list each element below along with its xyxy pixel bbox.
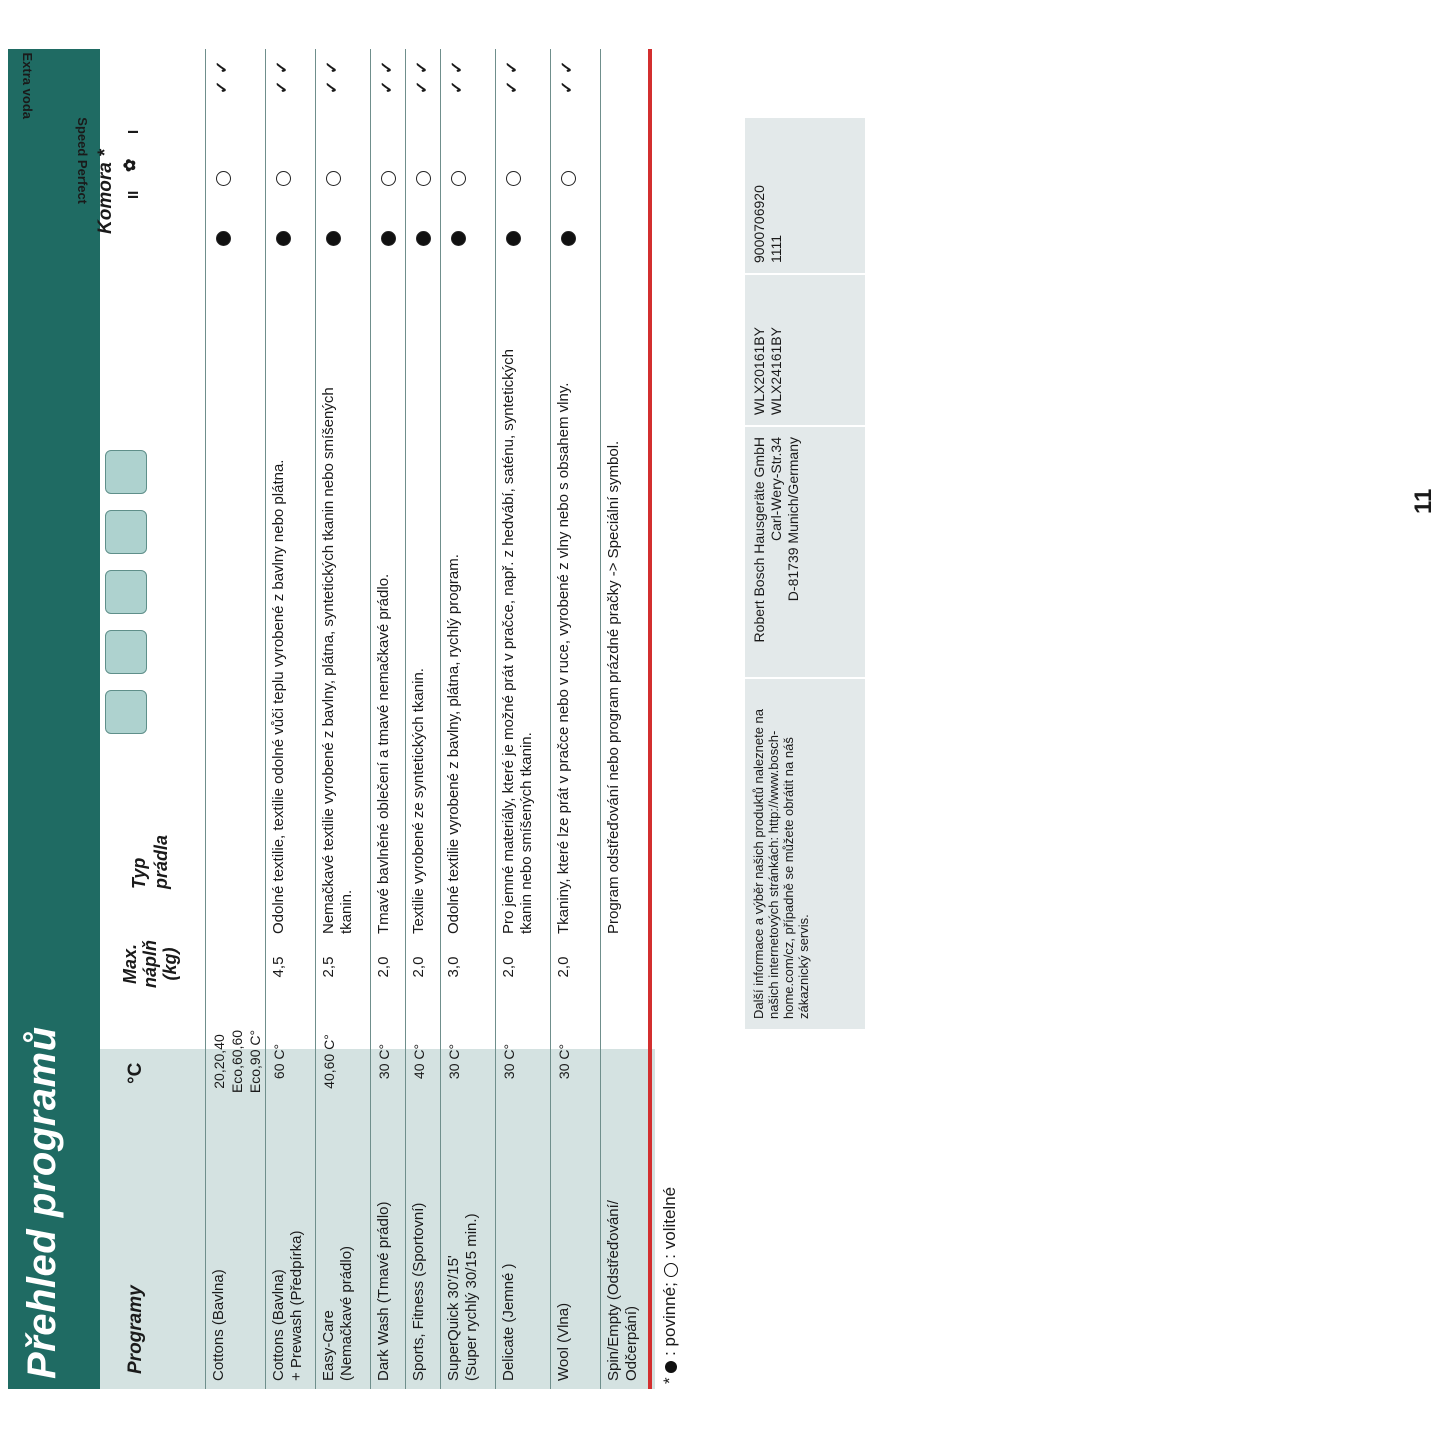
legend-optional: : volitelné [660, 1186, 679, 1259]
roman-two: II [125, 190, 142, 199]
table-row [315, 49, 371, 1389]
footer-company: Robert Bosch Hausgeräte GmbH Carl-Wery-Str.34 D-81739 Munich/Germany [745, 427, 865, 677]
program-name: Cottons (Bavlna) [210, 1269, 227, 1381]
header-komora: Komora * [95, 149, 116, 234]
shirt-icon [105, 690, 147, 734]
check-icon: ✓ [274, 80, 291, 94]
optional-dot-icon [451, 171, 466, 186]
page-title: Přehled programů [20, 1026, 64, 1379]
program-name: Cottons (Bavlna) + Prewash (Předpírka) [270, 1230, 305, 1381]
empty-circle-icon [664, 1263, 678, 1277]
program-name: Sports, Fitness (Sportovní) [410, 1202, 427, 1381]
program-name: Spin/Empty (Odstřeďování/ Odčerpání) [605, 1200, 640, 1381]
mandatory-dot-icon [276, 231, 291, 246]
extra-voda-label: Extra voda [20, 52, 35, 119]
program-load: 2,0 [555, 956, 572, 978]
optional-dot-icon [216, 171, 231, 186]
check-icon: ✓ [414, 60, 431, 74]
program-description: Tmavé bavlněné oblečení a tmavé nemačkavé prádlo. [375, 573, 392, 934]
footer-info: Další informace a výběr našich produktů naleznete na našich internetových stránkách: http://www.bosch-home.com/cz, případně se můžete obrátit na náš zákaznický servis. [745, 679, 865, 1029]
check-icon: ✓ [324, 80, 341, 94]
table-row [440, 49, 496, 1389]
title-band [8, 49, 100, 1389]
header-temperature: °C [125, 1062, 146, 1084]
jacket-icon [105, 450, 147, 494]
header-max-line1: Max. [120, 943, 140, 985]
mandatory-dot-icon [381, 231, 396, 246]
mandatory-dot-icon [416, 231, 431, 246]
mandatory-dot-icon [561, 231, 576, 246]
program-temperature: 40 C° [411, 1043, 427, 1080]
program-description: Textilie vyrobené ze syntetických tkanin. [410, 668, 427, 934]
table-row [550, 49, 601, 1389]
program-temperature: 30 C° [556, 1043, 572, 1080]
program-temperature: 30 C° [446, 1043, 462, 1080]
check-icon: ✓ [504, 60, 521, 74]
check-icon: ✓ [559, 80, 576, 94]
check-icon: ✓ [449, 60, 466, 74]
program-temperature: 40,60 C° [321, 1034, 337, 1089]
program-description: Odolné textilie vyrobené z bavlny, plátna, rychlý program. [445, 554, 462, 934]
check-icon: ✓ [559, 60, 576, 74]
legend-mandatory: : povinné; [660, 1282, 679, 1356]
header-max-line2: náplň [140, 940, 160, 988]
flower-icon: ✿ [122, 158, 139, 172]
mandatory-dot-icon [506, 231, 521, 246]
footer-codes: 9000706920 1111 [745, 118, 865, 273]
program-temperature: 20,20,40 Eco,60,60 Eco,90 C° [211, 1029, 263, 1094]
legend [660, 1187, 680, 1384]
program-temperature: 30 C° [376, 1043, 392, 1080]
table-row [205, 49, 266, 1389]
check-icon: ✓ [214, 80, 231, 94]
program-load: 2,0 [500, 956, 517, 978]
check-icon: ✓ [379, 80, 396, 94]
check-icon: ✓ [214, 60, 231, 74]
optional-dot-icon [561, 171, 576, 186]
program-name: Delicate (Jemné ) [500, 1263, 517, 1381]
table-row [600, 49, 649, 1389]
program-load: 3,0 [445, 956, 462, 978]
footer-models: WLX20161BY WLX24161BY [745, 275, 865, 425]
sock-icon [105, 630, 147, 674]
header-max-line3: (kg) [160, 947, 180, 981]
mandatory-dot-icon [216, 231, 231, 246]
optional-dot-icon [276, 171, 291, 186]
underwear-icon [105, 570, 147, 614]
program-load: 2,0 [410, 956, 427, 978]
legend-star: * [660, 1377, 679, 1384]
check-icon: ✓ [504, 80, 521, 94]
header-type-line2: prádla [151, 834, 171, 889]
check-icon: ✓ [414, 80, 431, 94]
optional-dot-icon [506, 171, 521, 186]
table-row [405, 49, 441, 1389]
program-name: Dark Wash (Tmavé prádlo) [375, 1201, 392, 1381]
program-name: SuperQuick 30'/15' (Super rychlý 30/15 min.) [445, 1213, 480, 1381]
trousers-icon [105, 510, 147, 554]
program-description: Pro jemné materiály, které je možné prát v pračce, např. z hedvábí, saténu, syntetických tkanin nebo smíšených tkanin. [500, 349, 535, 934]
header-programs: Programy [125, 1285, 146, 1374]
speed-perfect-label: Speed Perfect [75, 117, 90, 204]
optional-dot-icon [416, 171, 431, 186]
header-type-line1: Typ [129, 857, 149, 889]
program-description: Odolné textilie, textilie odolné vůči teplu vyrobené z bavlny nebo plátna. [270, 459, 287, 934]
mandatory-dot-icon [326, 231, 341, 246]
check-icon: ✓ [379, 60, 396, 74]
program-temperature: 60 C° [271, 1043, 287, 1080]
program-name: Wool (Vlna) [555, 1302, 572, 1381]
filled-circle-icon [665, 1361, 677, 1373]
program-name: Easy-Care (Nemačkavé prádlo) [320, 1245, 355, 1381]
roman-one: I [125, 129, 142, 134]
footer [745, 4, 955, 1029]
program-load: 4,5 [270, 956, 287, 978]
program-load: 2,5 [320, 956, 337, 978]
program-load: 2,0 [375, 956, 392, 978]
check-icon: ✓ [324, 60, 341, 74]
page-number: 11 [1410, 488, 1437, 514]
optional-dot-icon [381, 171, 396, 186]
optional-dot-icon [326, 171, 341, 186]
laundry-type-icons [95, 214, 155, 734]
mandatory-dot-icon [451, 231, 466, 246]
check-icon: ✓ [274, 60, 291, 74]
check-icon: ✓ [449, 80, 466, 94]
program-temperature: 30 C° [501, 1043, 517, 1080]
header-type [128, 835, 172, 889]
red-rule [648, 49, 652, 1389]
header-max-load [120, 934, 180, 994]
table-row [495, 49, 551, 1389]
program-description: Tkaniny, které lze prát v pračce nebo v ruce, vyrobené z vlny nebo s obsahem vlny. [555, 382, 572, 934]
table-row [370, 49, 406, 1389]
program-description: Program odstřeďování nebo program prázdné pračky -> Speciální symbol. [605, 440, 622, 934]
table-row [265, 49, 316, 1389]
program-description: Nemačkavé textilie vyrobené z bavlny, plátna, syntetických tkanin nebo smíšených tkanin. [320, 387, 355, 934]
